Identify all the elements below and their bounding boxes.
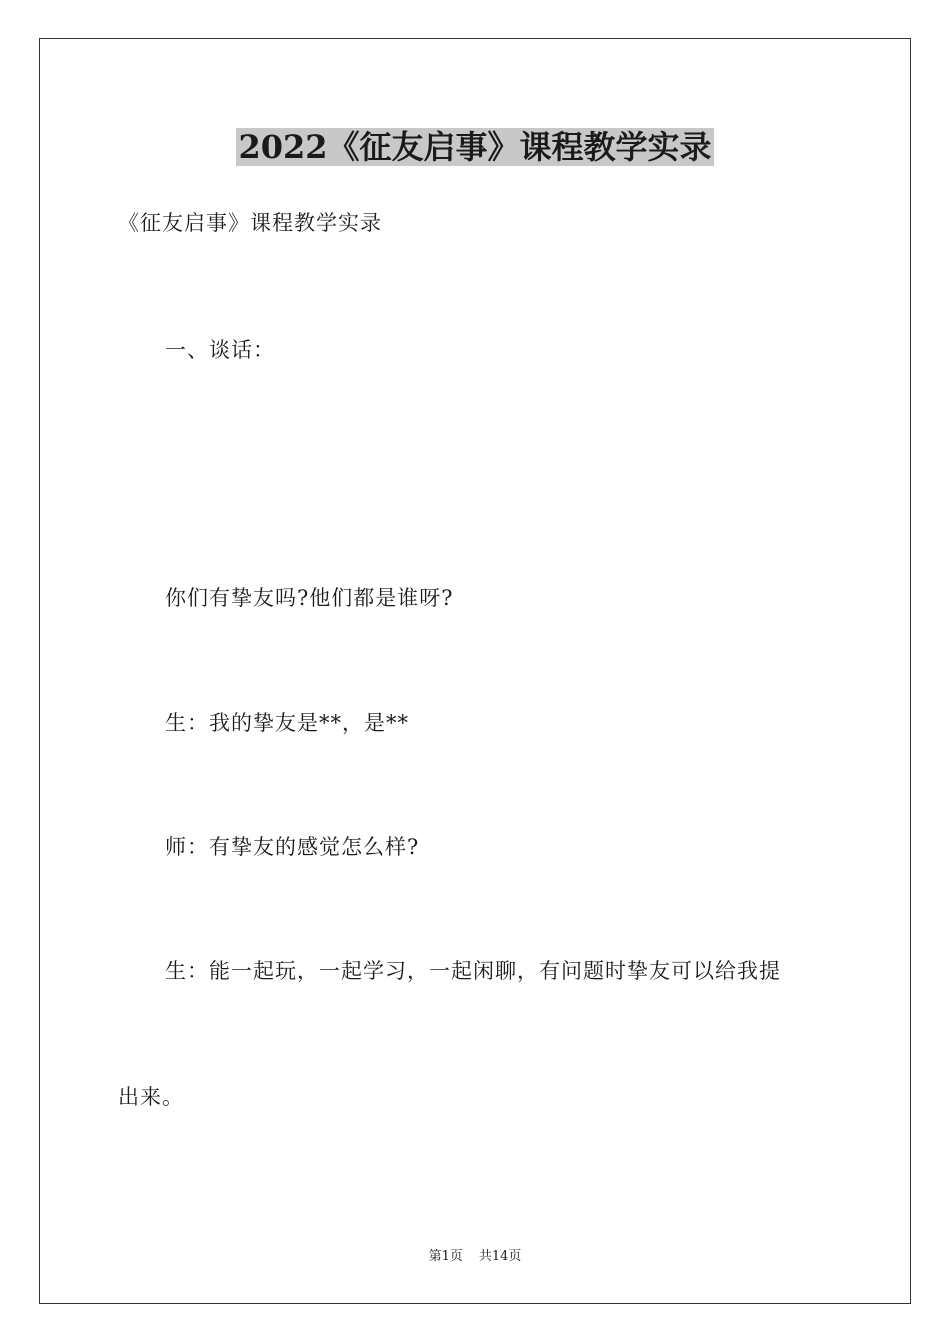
paragraph-student-answer-2: 生：能一起玩，一起学习，一起闲聊，有问题时挚友可以给我提 — [165, 959, 781, 983]
document-title — [0, 124, 950, 170]
paragraph-subtitle: 《征友启事》课程教学实录 — [118, 211, 382, 235]
document-title-text: 2022《征友启事》课程教学实录 — [238, 128, 712, 166]
page-total: 共14页 — [478, 1249, 522, 1264]
paragraph-question: 你们有挚友吗?他们都是谁呀? — [165, 586, 454, 610]
page-footer — [0, 1248, 950, 1266]
page-number: 第1页 — [428, 1249, 463, 1264]
paragraph-teacher-question: 师：有挚友的感觉怎么样? — [165, 835, 420, 859]
paragraph-student-answer-1: 生：我的挚友是**，是** — [165, 711, 409, 735]
paragraph-section-heading: 一、谈话： — [165, 338, 275, 362]
paragraph-continuation: 出来。 — [118, 1085, 184, 1109]
